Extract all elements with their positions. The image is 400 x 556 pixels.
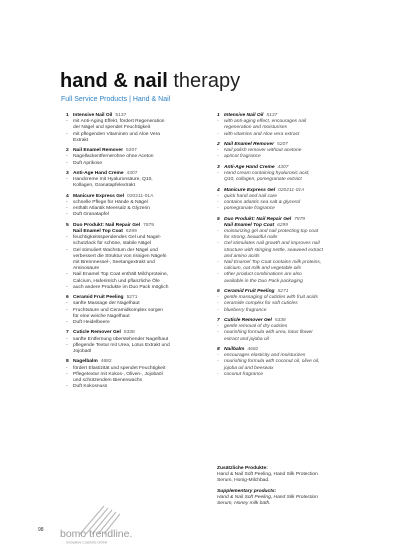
product-feature: der Nägel und spendet Feuchtigkeit [73, 125, 151, 131]
product-number: 6 [66, 295, 69, 301]
product-feature: and amino acids [224, 253, 260, 259]
product-feature: - Duft Heidelbeere [66, 320, 216, 326]
product-feature: - blueberry fragrance [217, 308, 367, 314]
product-feature: - nourishing formula with urea, lotus flower [217, 330, 367, 336]
product-feature: - pflegende Textur mit Urea, Lotus Extrakt und [66, 343, 216, 349]
supp-en-line: Serum, Honey milk bath. [217, 501, 271, 507]
product-item [66, 359, 216, 390]
product-name: Cuticle Remover Gel [73, 330, 121, 336]
product-name: Duo Produkt: Nail Repair Gel [224, 216, 292, 222]
product-name: Anti-Age Hand Creme [224, 164, 275, 170]
product-name: Duo Produkt: Nail Repair Gel [73, 222, 141, 228]
product-name: Intensive Nail Oil [224, 113, 264, 118]
product-number: 4 [66, 193, 69, 199]
product-feature: - Nagellackentfernerohne ohne Aceton [66, 154, 216, 160]
product-feature: - contains atlantic sea salt & glycerol [217, 200, 367, 206]
product-number: 1 [217, 113, 220, 118]
product-feature: - ceramide complex for soft cuticles [217, 301, 367, 307]
supp-de-line: Hand & Nail Soft Peeling, Hand Silk Protection [217, 472, 318, 478]
product-feature: - schnelle Pflege für Hände & Nägel [66, 200, 216, 206]
product-name: Manicure Express Gel [73, 193, 125, 199]
product-feature: - moisturizing gel and nail protecting top coat [217, 229, 367, 235]
title-bold: hand & nail [60, 70, 168, 92]
product-number: 7 [217, 318, 220, 324]
product-feature: Extrakt [73, 137, 89, 143]
product-item [66, 223, 216, 291]
product-item [66, 148, 216, 167]
product-feature: - pomegranate fragrance [217, 206, 367, 212]
product-subname: Nail Enamel Top Coat [224, 222, 275, 228]
product-feature: verbessert die Struktur von rissigen Nägeln [73, 253, 167, 259]
product-feature: - fördert Elastizität und spendet Feuchtigkeit [66, 366, 216, 372]
product-item [66, 194, 216, 219]
product-name: Cuticle Remover Gel [224, 318, 272, 324]
product-code: 4682 [247, 347, 259, 353]
product-feature: - sanfte Entfernung überstehender Nagelhaut [66, 337, 216, 343]
supp-en-line: Hand & Nail Soft Peeling, Hand Silk Protection [217, 494, 318, 500]
product-number: 1 [66, 113, 69, 118]
page-subtitle: Full Service Products | Hand & Nail [61, 96, 171, 103]
product-feature: - Handcreme mit Hyaluronsäure, Q10, [66, 177, 216, 183]
product-feature: - nourishing formula with coconut oil, olive oil, [217, 359, 367, 365]
product-feature: - Nail Enamel Top Coat contains milk proteins, [217, 260, 367, 266]
product-number: 3 [217, 164, 220, 170]
product-number: 6 [217, 289, 220, 295]
product-feature: extract and jojoba oil [224, 336, 269, 342]
product-feature: - quick hand and nail care [217, 194, 367, 200]
logo-wordmark: bomo trendline. [60, 528, 133, 540]
product-name: Ceramid Fruit Peeling [73, 295, 124, 301]
product-number: 2 [217, 142, 220, 147]
product-item [217, 318, 367, 343]
product-feature: - coconut fragrance [217, 372, 367, 378]
product-code: 5137 [115, 113, 127, 118]
page-number: 98 [38, 527, 44, 533]
product-feature: - mit Anti-Aging Effekt, fördert Regeneration [66, 119, 216, 125]
supp-de-line: Serum, Honig-Milchbad. [217, 478, 270, 484]
product-name: Nail Enamel Remover [224, 142, 275, 147]
german-product-list [66, 113, 216, 395]
product-number: 5 [217, 216, 220, 222]
product-item [217, 165, 367, 184]
product-item [217, 188, 367, 213]
product-feature: - gentle removal of dry cuticles [217, 324, 367, 330]
product-feature: - Fruchtsäure und Ceramidkomplex sorgen [66, 308, 216, 314]
product-feature: - Duft Kokosnuss [66, 384, 216, 390]
product-number: 8 [217, 347, 220, 353]
product-subcode: 6299 [125, 229, 137, 234]
product-feature: - Duft Granatapfel [66, 212, 216, 218]
product-item [217, 113, 367, 138]
product-feature: schutzlack für schöne, stabile Nägel [73, 241, 152, 247]
product-code: 5207 [277, 142, 288, 147]
product-number: 4 [217, 187, 220, 193]
product-code: 020211-01A [278, 187, 305, 193]
product-feature: Calcium, Haferimlch und pflanzliche Öle [73, 278, 160, 284]
product-feature: - Duft Aprikose [66, 161, 216, 167]
product-code: 5207 [126, 148, 137, 154]
product-name: Anti-Age Hand Creme [73, 171, 124, 176]
product-feature: mit Brennnessel-, Seetangextrakt und [73, 260, 155, 266]
product-code: 7879 [143, 222, 155, 228]
product-feature: Jojobaöl [73, 349, 92, 355]
product-feature: - with anti-aging effect, encourages nail [217, 119, 367, 125]
bomo-trendline-logo [60, 504, 140, 548]
product-feature: - apricot fragrance [217, 154, 367, 160]
product-code: 5137 [266, 113, 278, 118]
product-name: Nagelbalm [73, 359, 98, 365]
page-title [60, 70, 240, 92]
product-name: Nail Enamel Remover [73, 148, 124, 154]
product-code: 4682 [100, 359, 112, 365]
product-feature: - feuchtigkeitsspendendes Gel und Nagel- [66, 235, 216, 241]
product-feature: - Nail polish remover without acetone [217, 148, 367, 154]
product-feature: - Gel stimulates nail growth and improves nail [217, 241, 367, 247]
supp-de-title: Zusätzliche Produkte: [217, 466, 268, 471]
product-feature: und schützendem Bienenwachs [73, 378, 143, 384]
logo-tagline: Innovative Cosmetic GmbH [66, 540, 108, 545]
product-item [217, 347, 367, 378]
product-number: 5 [66, 222, 69, 228]
product-feature: - encourages elasticity and moisturizes [217, 353, 367, 359]
product-code: 4307 [126, 171, 138, 176]
product-code: 5271 [126, 295, 138, 301]
product-item [66, 171, 216, 190]
product-feature: - Hand cream containing hyaluronic acid, [217, 171, 367, 177]
product-feature: available in the Duo Pack packaging [224, 278, 303, 284]
product-name: Manicure Express Gel [224, 187, 276, 193]
supp-en-title: Supplementary products: [217, 488, 277, 494]
product-feature: Aminosäure [73, 266, 100, 272]
product-feature: jojoba oil and beeswax [224, 365, 274, 371]
english-product-list [217, 113, 367, 382]
product-feature: regeneration and moisturises [224, 125, 288, 131]
product-feature: - other product combinations are also [217, 272, 367, 278]
product-feature: für eine weiche Nagelhaut [73, 313, 130, 319]
product-feature: - mit pflegenden Vitaminen und Aloe Vera [66, 132, 216, 138]
product-feature: for strong, beautiful nails [224, 235, 278, 241]
product-feature: - Pflegetextur mit Kokos-, Oliven-, Jojobaöl [66, 372, 216, 378]
product-subname: Nail Enamel Top Coat [73, 229, 123, 234]
product-number: 7 [66, 330, 69, 336]
product-item [217, 217, 367, 285]
product-code: 7879 [294, 216, 306, 222]
product-feature: Kollagen, Granatapfelextrakt [73, 183, 135, 189]
product-feature: - auch andere Produkte im Duo Pack möglich [66, 285, 216, 291]
product-feature: - enthält Atlantik Meersalz & Glyzerin [66, 206, 216, 212]
product-feature: - Nail Enamel Top Coat enthält Milchproteine, [66, 272, 216, 278]
product-number: 8 [66, 359, 69, 365]
product-item [66, 113, 216, 144]
product-number: 3 [66, 171, 69, 176]
product-name: Nailbalm [224, 347, 245, 353]
product-code: 5338 [274, 318, 286, 324]
product-code: 4307 [277, 164, 289, 170]
product-code: 5271 [277, 289, 289, 295]
product-feature: structure with stinging nettle, seaweed extract [224, 247, 323, 253]
product-subcode: 6299 [277, 222, 288, 228]
product-name: Ceramid Fruit Peeling [224, 289, 275, 295]
product-item [66, 295, 216, 326]
product-item [217, 289, 367, 314]
product-feature: calcium, oat milk and vegetable oils [224, 266, 301, 272]
product-item [66, 330, 216, 355]
supplementary-products [217, 466, 367, 507]
product-feature: - Gel stimuliert Wachstum der Nägel und [66, 248, 216, 254]
product-feature: - sanfte Massage der Nagelhaut [66, 301, 216, 307]
product-item [217, 142, 367, 161]
product-feature: - with vitamins and Aloe vera extract [217, 132, 367, 138]
product-feature: Q10, collagen, pomegranate extract [224, 177, 302, 183]
product-name: Intensive Nail Oil [73, 113, 113, 118]
product-code: 020211-01A [127, 193, 154, 199]
title-light: therapy [173, 70, 241, 92]
product-feature: - gentle massaging of cuticles with fruit acids [217, 295, 367, 301]
product-code: 5338 [123, 330, 135, 336]
product-number: 2 [66, 148, 69, 154]
